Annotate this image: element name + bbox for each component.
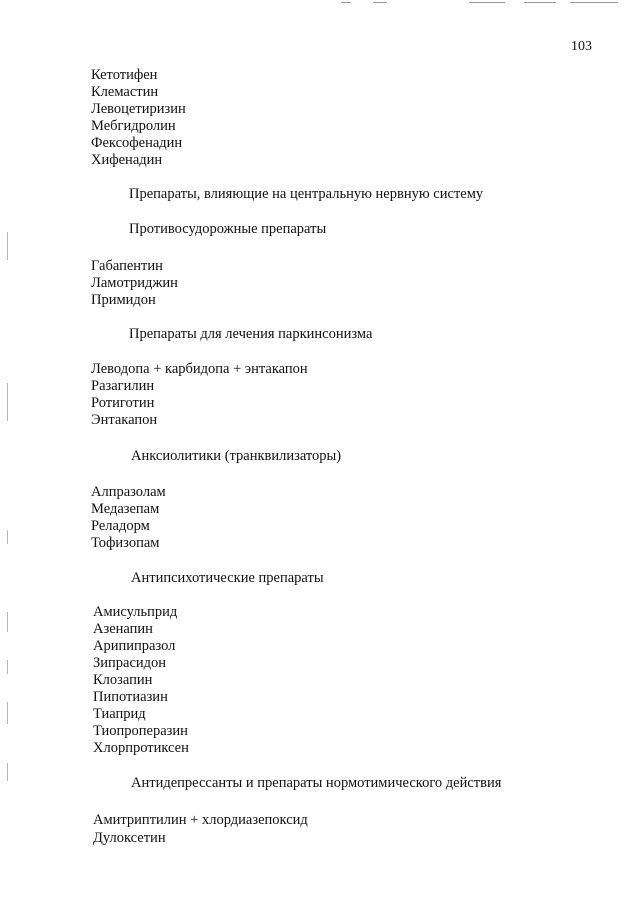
list-item: Примидон: [91, 292, 156, 308]
list-item: Левоцетиризин: [91, 101, 186, 117]
section-heading: Антипсихотические препараты: [131, 570, 324, 586]
scan-artifact-left: [7, 660, 8, 674]
list-item: Амитриптилин + хлордиазепоксид: [93, 812, 308, 828]
list-item: Зипрасидон: [93, 655, 167, 671]
list-item: Тофизопам: [91, 535, 160, 551]
scan-artifact-top: [469, 2, 505, 3]
section-heading: Препараты, влияющие на центральную нервную систему: [129, 186, 484, 202]
scan-artifact-left: [7, 383, 8, 421]
list-item: Амисульприд: [93, 604, 178, 620]
list-item: Пипотиазин: [93, 689, 168, 705]
list-item: Дулоксетин: [93, 830, 166, 846]
scan-artifact-left: [7, 763, 8, 781]
scan-artifact-top: [373, 2, 387, 3]
section-heading: Анксиолитики (транквилизаторы): [131, 448, 342, 464]
list-item: Мебгидролин: [91, 118, 176, 134]
list-item: Габапентин: [91, 258, 163, 274]
section-heading: Противосудорожные препараты: [129, 221, 327, 237]
list-item: Ламотриджин: [91, 275, 178, 291]
list-item: Тиопроперазин: [93, 723, 188, 739]
list-item: Разагилин: [91, 378, 155, 394]
scan-artifact-left: [7, 232, 8, 260]
page-number: 103: [571, 39, 592, 54]
scan-artifact-left: [7, 612, 8, 632]
scan-artifact-top: [524, 2, 556, 3]
list-item: Азенапин: [93, 621, 153, 637]
scan-artifact-top: [341, 2, 351, 3]
list-item: Леводопа + карбидопа + энтакапон: [91, 361, 308, 377]
list-item: Медазепам: [91, 501, 160, 517]
list-item: Фексофенадин: [91, 135, 183, 151]
section-heading: Препараты для лечения паркинсонизма: [129, 326, 373, 342]
list-item: Ротиготин: [91, 395, 155, 411]
section-heading: Антидепрессанты и препараты нормотимического действия: [131, 775, 502, 791]
list-item: Арипипразол: [93, 638, 176, 654]
list-item: Алпразолам: [91, 484, 166, 500]
list-item: Клозапин: [93, 672, 153, 688]
list-item: Тиаприд: [93, 706, 146, 722]
list-item: Реладорм: [91, 518, 150, 534]
list-item: Хлорпротиксен: [93, 740, 189, 756]
scan-artifact-top: [570, 2, 618, 3]
list-item: Хифенадин: [91, 152, 163, 168]
list-item: Клемастин: [91, 84, 159, 100]
list-item: Энтакапон: [91, 412, 158, 428]
list-item: Кетотифен: [91, 67, 158, 83]
scan-artifact-left: [7, 702, 8, 724]
scan-artifact-left: [7, 530, 8, 544]
